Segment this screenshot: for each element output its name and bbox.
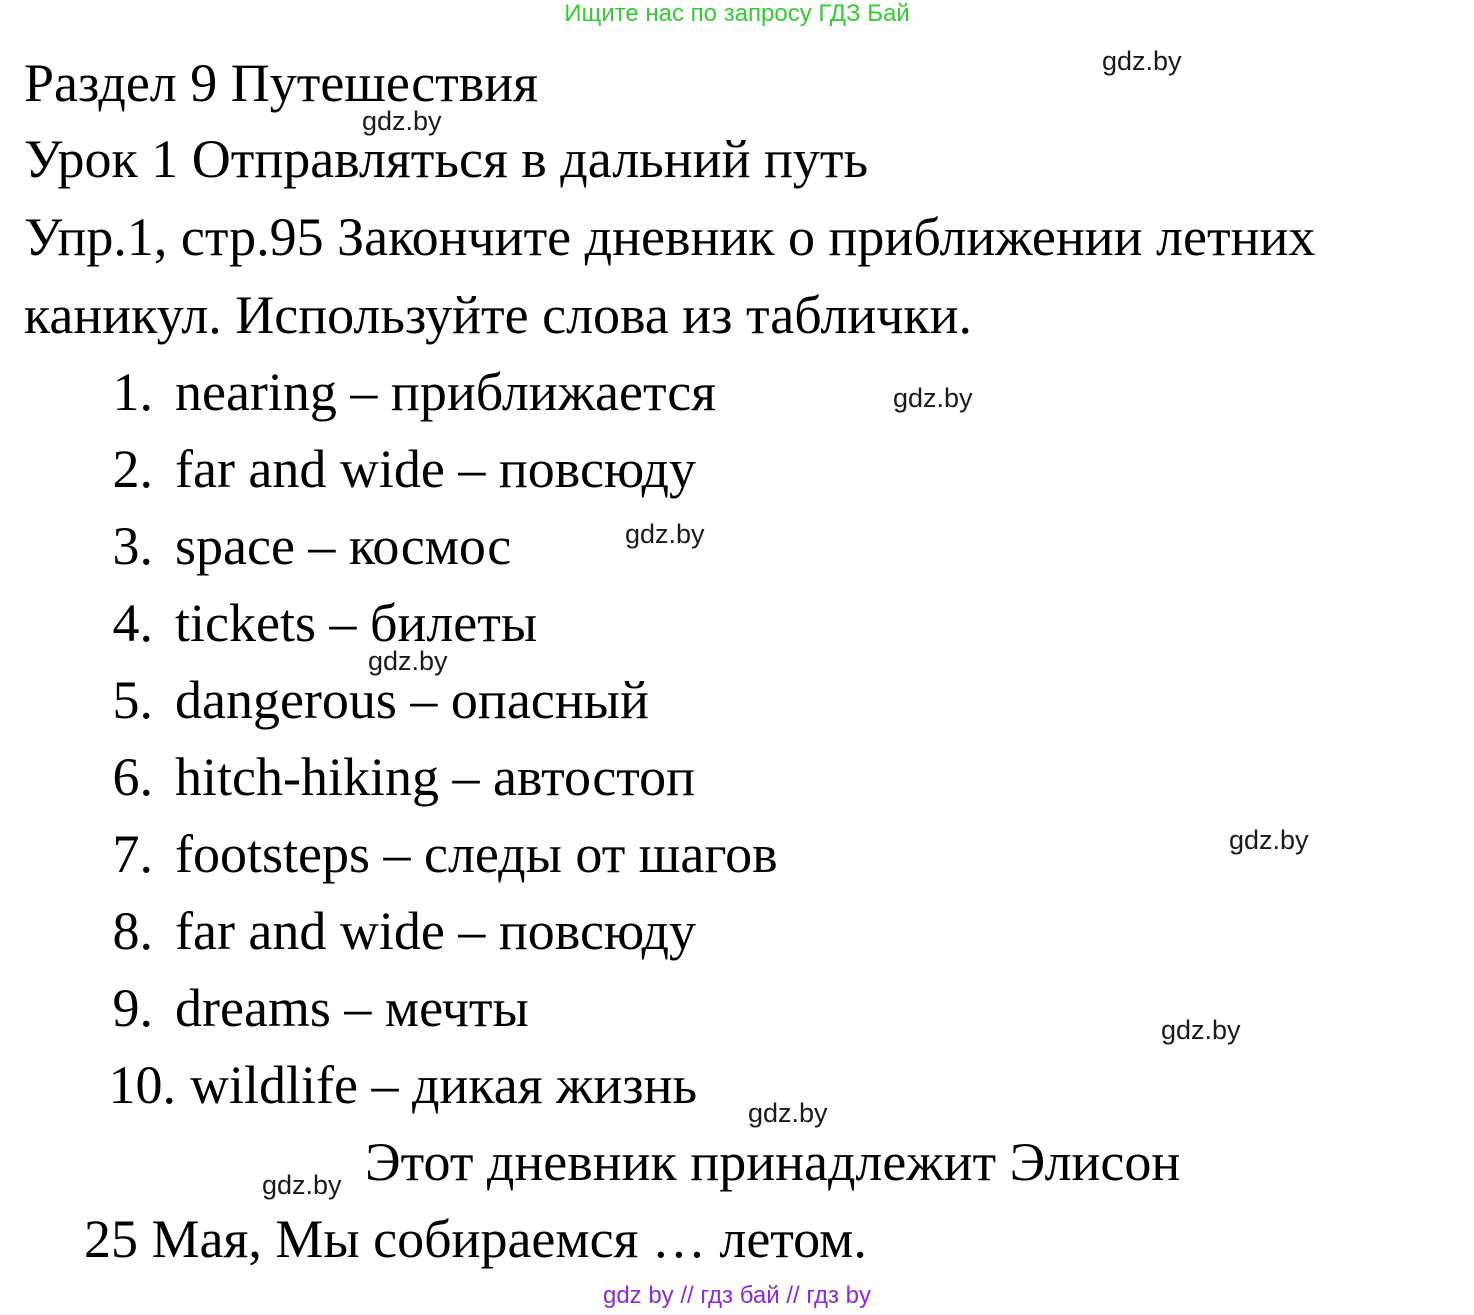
list-text: nearing – приближается xyxy=(175,362,717,422)
list-item xyxy=(112,901,696,961)
list-number: 8. xyxy=(112,901,153,961)
list-text: hitch-hiking – автостоп xyxy=(175,747,696,807)
diary-heading: Этот дневник принадлежит Элисон xyxy=(365,1132,1181,1192)
list-number: 5. xyxy=(112,670,153,730)
search-banner: Ищите нас по запросу ГДЗ Бай xyxy=(564,0,910,27)
list-item xyxy=(108,1055,698,1115)
list-text: wildlife – дикая жизнь xyxy=(190,1055,698,1115)
list-item xyxy=(112,824,778,884)
list-item xyxy=(112,978,529,1038)
watermark: gdz.by xyxy=(1161,1015,1241,1045)
list-item xyxy=(112,516,512,576)
diary-entry: 25 Мая, Мы собираемся … летом. xyxy=(84,1209,867,1269)
list-text: dangerous – опасный xyxy=(175,670,649,730)
lesson-title: Урок 1 Отправляться в дальний путь xyxy=(24,129,869,189)
section-title: Раздел 9 Путешествия xyxy=(24,53,539,113)
list-item xyxy=(112,670,649,730)
footer-watermark: gdz by // гдз бай // гдз by xyxy=(602,1282,872,1309)
watermark: gdz.by xyxy=(893,383,973,413)
list-text: far and wide – повсюду xyxy=(175,901,696,961)
list-number: 4. xyxy=(112,593,153,653)
list-text: far and wide – повсюду xyxy=(175,439,696,499)
watermark: gdz.by xyxy=(368,646,448,676)
list-number: 9. xyxy=(112,978,153,1038)
watermark: gdz.by xyxy=(625,519,705,549)
list-item xyxy=(112,362,717,422)
list-item xyxy=(112,593,538,653)
list-text: space – космос xyxy=(175,516,512,576)
list-number: 6. xyxy=(112,747,153,807)
list-number: 2. xyxy=(112,439,153,499)
watermark: gdz.by xyxy=(1102,46,1182,76)
exercise-instruction-line2: каникул. Используйте слова из таблички. xyxy=(24,285,973,345)
exercise-instruction-line1: Упр.1, стр.95 Закончите дневник о приближении летних xyxy=(24,207,1316,267)
watermark: gdz.by xyxy=(748,1098,828,1128)
list-number: 10. xyxy=(108,1055,176,1115)
watermark: gdz.by xyxy=(362,106,442,136)
list-item xyxy=(112,747,696,807)
watermark: gdz.by xyxy=(262,1170,342,1200)
list-number: 7. xyxy=(112,824,153,884)
list-text: dreams – мечты xyxy=(175,978,529,1038)
list-text: tickets – билеты xyxy=(175,593,538,653)
watermark: gdz.by xyxy=(1229,825,1309,855)
list-number: 1. xyxy=(112,362,153,422)
list-text: footsteps – следы от шагов xyxy=(175,824,778,884)
list-number: 3. xyxy=(112,516,153,576)
list-item xyxy=(112,439,696,499)
